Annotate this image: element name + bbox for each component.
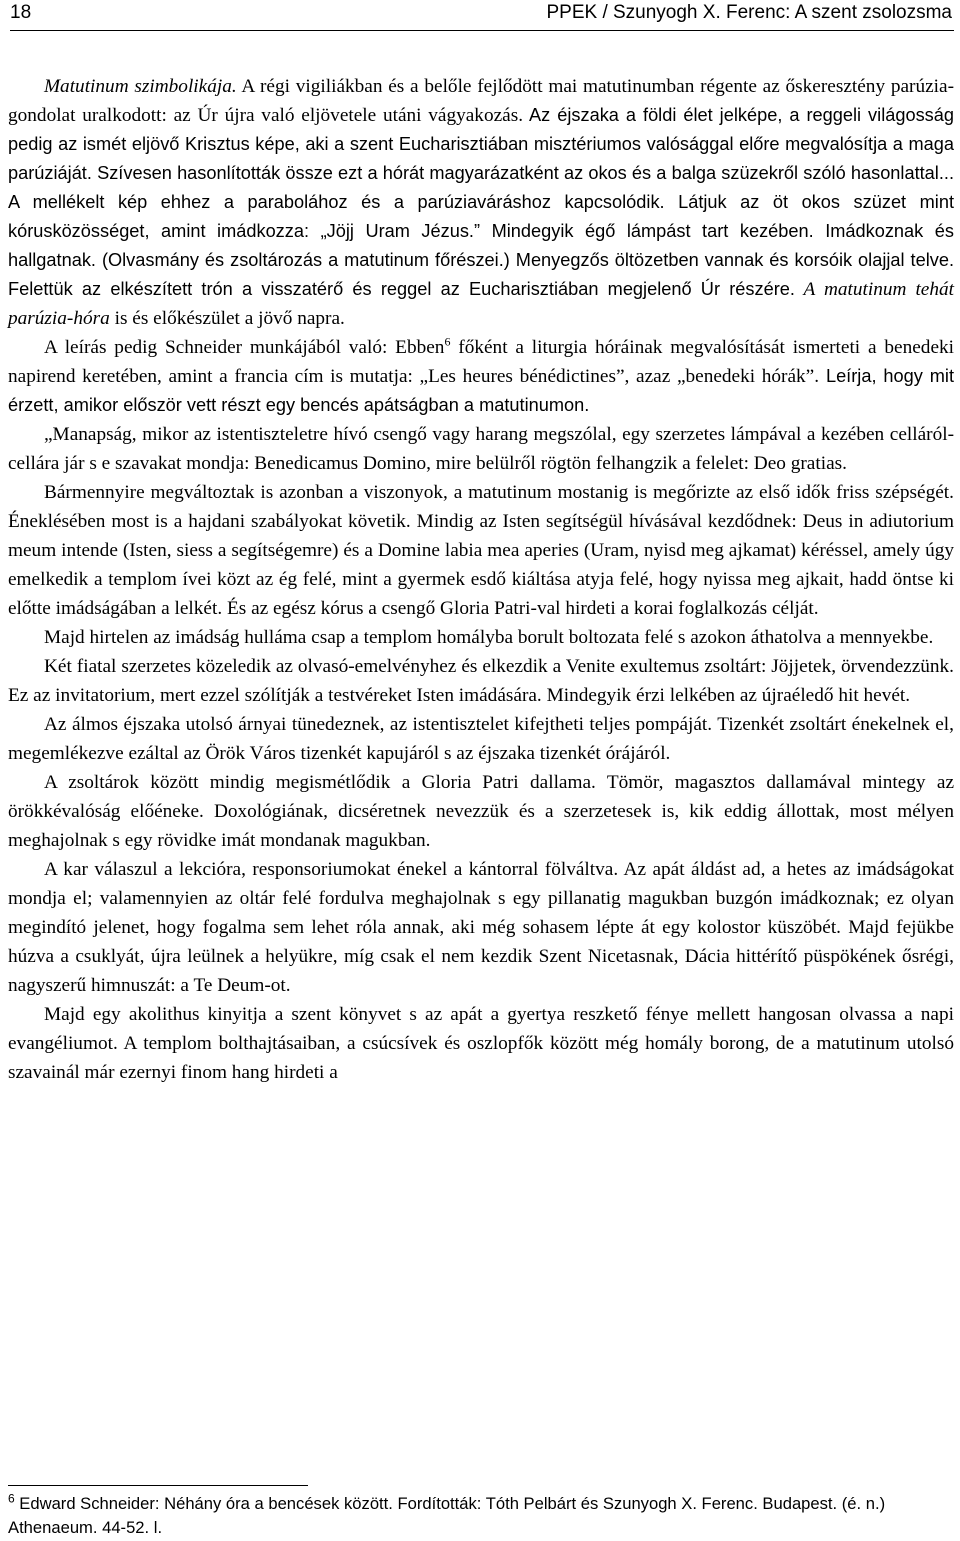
- paragraph-symbolism: Matutinum szimbolikája. A régi vigiliákban és a belőle fejlődött mai matutinumban régente az őskeresztény parúzia-gondolat uralkodott: az Úr újra való eljövetele utáni vágyakozás. Az éjszaka a földi élet jelképe, a reggeli világosság pedig az ismét eljövő Krisztus képe, aki a szent Eucharisztiában misztériumos valósággal előre megvalósítja a maga parúziáját. Szívesen hasonlították össze ezt a hórát magyarázatként az okos és a balga szüzekről szóló hasonlattal... A mellékelt kép ehhez a parabolához és a parúziaváráshoz kapcsolódik. Látjuk az öt okos szüzet mint kórusközösséget, amint imádkozza: „Jöjj Uram Jézus.” Mindegyik égő lámpást tart kezében. Imádkoznak és hallgatnak. (Olvasmány és zsoltározás a matutinum főrészei.) Menyegzős öltözetben vannak és korsóik olajjal telve. Felettük az elkészített trón a visszatérő és reggel az Eucharisztiában megjelenő Úr részére. A matutinum tehát parúzia-hóra is és előkészület a jövő napra.: [8, 76, 954, 329]
- page-number: 18: [10, 2, 32, 23]
- paragraph: Majd egy akolithus kinyitja a szent könyvet s az apát a gyertya reszkető fénye mellett hangosan olvassa a napi evangéliumot. A templom bolthajtásaiban, a csúcsívek és oszlopfők között még homály borong, de a matutinum utolsó szavainál már ezernyi finom hang hirdeti a: [8, 1004, 954, 1083]
- footnote-text: Edward Schneider: Néhány óra a bencések között. Fordították: Tóth Pelbárt és Szunyogh X. Ferenc. Budapest. (é. n.) Athenaeum. 44-52. l.: [8, 1494, 886, 1537]
- paragraph: A kar válaszul a lekcióra, responsoriumokat énekel a kántorral fölváltva. Az apát áldást ad, a hetes az imádságokat mondja el; valamennyien az oltár felé fordulva meghajolnak s egy pillanatig magukban buzgón imádkoznak; ez olyan megindító jelenet, hogy fogalma sem lehet róla annak, aki még sohasem lépte át egy kolostor küszöbét. Majd fejükbe húzva a csuklyát, újra leülnek a helyükre, míg csak el nem kezdik Szent Nicetasnak, Dácia hittérítő püspökének ősrégi, nagyszerű himnuszát: a Te Deum-ot.: [8, 859, 954, 996]
- paragraph: Két fiatal szerzetes közeledik az olvasó-emelvényhez és elkezdik a Venite exultemus zsoltárt: Jöjjetek, örvendezzünk. Ez az invitatorium, mert ezzel szólítják a testvéreket Isten imádására. Mindegyik érzi lelkében az újraéledő hit hevét.: [8, 656, 954, 706]
- paragraph: Az álmos éjszaka utolsó árnyai tünedeznek, az istentisztelet kifejtheti teljes pompáját. Tizenkét zsoltárt énekelnek el, megemlékezve ezáltal az Örök Város tizenkét kapujáról s az éjszaka tizenkét órájáról.: [8, 714, 954, 764]
- paragraph-schneider: A leírás pedig Schneider munkájából való: Ebben$^6$ főként a liturgia hóráinak megvalósítását ismerteti a benedeki napirend keretében, amint a francia cím is mutatja: „Les heures bénédictines”, azaz „benedeki hórák”. Leírja, hogy mit érzett, amikor először vett részt egy bencés apátságban a matutinumon.: [8, 334, 955, 415]
- paragraph: Majd hirtelen az imádság hulláma csap a templom homályba borult boltozata felé s azokon áthatolva a mennyekbe.: [44, 627, 934, 648]
- running-title: PPEK / Szunyogh X. Ferenc: A szent zsolozsma: [546, 2, 952, 23]
- page-body: [8, 72, 954, 1087]
- footnote-divider: [8, 1485, 308, 1486]
- section-heading: Matutinum szimbolikája.: [44, 76, 237, 97]
- paragraph: A zsoltárok között mindig megismétlődik a Gloria Patri dallama. Tömör, magasztos dallamával mintegy az örökkévalóság előéneke. Doxológiának, dicséretnek nevezzük és a szerzetesek is, kik eddig állottak, most mélyen meghajolnak s egy rövidke imát mondanak magukban.: [8, 772, 954, 851]
- paragraph: Bármennyire megváltoztak is azonban a viszonyok, a matutinum mostanig is megőrizte az első idők friss szépségét. Éneklésében most is a hajdani szabályokat követik. Mindig az Isten segítségül hívásával kezdődnek: Deus in adiutorium meum intende (Isten, siess a segítségemre) és a Domine labia mea aperies (Uram, nyisd meg ajkamat) kéréssel, amely úgy emelkedik a templom ívei közt az ég felé, mint a gyermek esdő kiáltása atyja felé, hogy nyissa meg ajkait, hadd öntse ki előtte imádságában a lelkét. És az egész kórus a csengő Gloria Patri-val hirdeti a korai foglalkozás célját.: [8, 482, 954, 619]
- footnote: [8, 1492, 954, 1540]
- footnote-number: 6: [8, 1491, 15, 1506]
- footnote-reference[interactable]: 6: [444, 334, 451, 349]
- paragraph: „Manapság, mikor az istentiszteletre hívó csengő vagy harang megszólal, egy szerzetes lámpával a kezében celláról-cellára jár s e szavakat mondja: Benedicamus Domino, mire belülről rögtön felhangzik a felelet: Deo gratias.: [8, 424, 954, 474]
- page-header: [10, 0, 954, 31]
